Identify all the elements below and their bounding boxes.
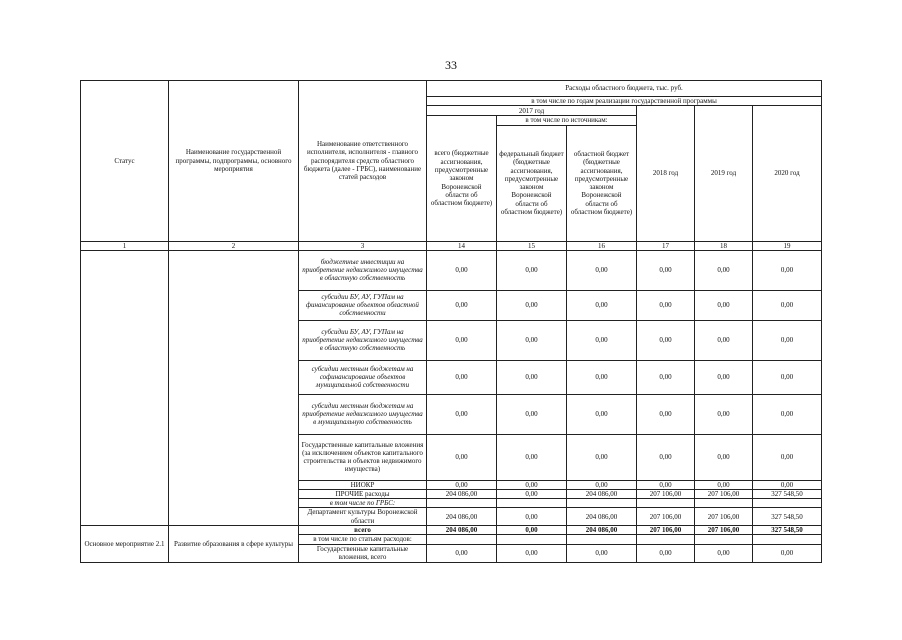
header-year-2017: 2017 год: [427, 106, 637, 116]
value-cell: 0,00: [497, 394, 567, 434]
value-cell: 0,00: [637, 434, 695, 480]
main-event-total-row: [81, 526, 822, 535]
row-label: Департамент культуры Воронежской области: [299, 508, 427, 526]
value-cell: 204 086,00: [427, 489, 497, 498]
column-number: 3: [299, 241, 427, 250]
value-cell: 0,00: [753, 320, 822, 360]
header-status: Статус: [81, 81, 169, 242]
value-cell: 0,00: [637, 290, 695, 320]
value-cell: 0,00: [695, 250, 753, 290]
value-cell: 0,00: [497, 480, 567, 489]
value-cell: 204 086,00: [567, 508, 637, 526]
value-cell: 327 548,50: [753, 508, 822, 526]
value-cell: 0,00: [695, 360, 753, 394]
value-cell: 0,00: [497, 360, 567, 394]
header-federal-col: федеральный бюджет (бюджетные ассигнования, предусмотренные законом Воронежской области об областном бюджете): [497, 125, 567, 241]
page-number: 33: [445, 58, 457, 72]
value-cell: 0,00: [567, 480, 637, 489]
header-regional-col: областной бюджет (бюджетные ассигнования, предусмотренные законом Воронежской области об областном бюджете): [567, 125, 637, 241]
table-row: [81, 250, 822, 290]
value-cell: 207 106,00: [695, 526, 753, 535]
value-cell: 0,00: [497, 320, 567, 360]
column-number: 16: [567, 241, 637, 250]
value-cell: 0,00: [497, 250, 567, 290]
by-articles-label: в том числе по статьям расходов:: [299, 535, 427, 544]
value-cell: 0,00: [695, 394, 753, 434]
value-cell: 204 086,00: [567, 489, 637, 498]
header-by-years: в том числе по годам реализации государственной программы: [427, 97, 822, 106]
value-cell: 0,00: [567, 360, 637, 394]
column-number: 18: [695, 241, 753, 250]
value-cell: 0,00: [497, 290, 567, 320]
row-label: субсидии местным бюджетам на приобретение недвижимого имущества в муниципальную собственность: [299, 394, 427, 434]
header-year-2020: 2020 год: [753, 106, 822, 241]
program-cell-empty: [169, 250, 299, 525]
value-cell: 0,00: [427, 360, 497, 394]
header-executor: Наименование ответственного исполнителя, исполнителя - главного распорядителя средств областного бюджета (далее - ГРБС), наименование статей расходов: [299, 81, 427, 242]
column-number: 19: [753, 241, 822, 250]
value-cell: 327 548,50: [753, 526, 822, 535]
row-label: бюджетные инвестиции на приобретение недвижимого имущества в областную собственность: [299, 250, 427, 290]
value-cell: 0,00: [753, 544, 822, 562]
value-cell: 207 106,00: [637, 489, 695, 498]
value-cell: 0,00: [753, 250, 822, 290]
value-cell: 0,00: [567, 544, 637, 562]
value-cell: 0,00: [753, 434, 822, 480]
value-cell-empty: [637, 535, 695, 544]
row-label: Государственные капитальные вложения (за исключением объектов капитального строительства и объектов недвижимого имущества): [299, 434, 427, 480]
budget-table: [80, 80, 822, 563]
value-cell: 0,00: [753, 394, 822, 434]
value-cell: 0,00: [637, 250, 695, 290]
header-program-name: Наименование государственной программы, подпрограммы, основного мероприятия: [169, 81, 299, 242]
value-cell: 0,00: [695, 320, 753, 360]
value-cell: 0,00: [637, 394, 695, 434]
row-label: субсидии БУ, АУ, ГУПам на приобретение недвижимого имущества в областную собственность: [299, 320, 427, 360]
status-cell-empty: [81, 250, 169, 525]
value-cell: 0,00: [427, 434, 497, 480]
value-cell: 0,00: [427, 320, 497, 360]
value-cell: 0,00: [427, 394, 497, 434]
column-number: 17: [637, 241, 695, 250]
value-cell: 0,00: [497, 526, 567, 535]
value-cell-empty: [427, 535, 497, 544]
value-cell: 0,00: [567, 290, 637, 320]
value-cell: 327 548,50: [753, 489, 822, 498]
row-label: ПРОЧИЕ расходы: [299, 489, 427, 498]
value-cell-empty: [753, 535, 822, 544]
row-label: НИОКР: [299, 480, 427, 489]
value-cell: 0,00: [567, 394, 637, 434]
value-cell: 0,00: [567, 320, 637, 360]
value-cell: 0,00: [753, 360, 822, 394]
value-cell: 0,00: [427, 544, 497, 562]
value-cell: 0,00: [427, 480, 497, 489]
value-cell-empty: [567, 535, 637, 544]
header-year-2018: 2018 год: [637, 106, 695, 241]
value-cell-empty: [695, 535, 753, 544]
column-number: 14: [427, 241, 497, 250]
value-cell: 0,00: [753, 290, 822, 320]
main-event-total-label: всего: [299, 526, 427, 535]
value-cell: 204 086,00: [427, 508, 497, 526]
value-cell: 207 106,00: [695, 508, 753, 526]
value-cell: 0,00: [637, 360, 695, 394]
value-cell: [695, 499, 753, 508]
value-cell: 0,00: [497, 489, 567, 498]
value-cell: [637, 499, 695, 508]
capital-label: Государственные капитальные вложения, всего: [299, 544, 427, 562]
value-cell-empty: [497, 535, 567, 544]
value-cell: 0,00: [695, 434, 753, 480]
value-cell: 207 106,00: [637, 526, 695, 535]
value-cell: 0,00: [427, 290, 497, 320]
value-cell: 204 086,00: [567, 526, 637, 535]
value-cell: [753, 499, 822, 508]
value-cell: 0,00: [753, 480, 822, 489]
value-cell: 0,00: [497, 544, 567, 562]
value-cell: 0,00: [695, 544, 753, 562]
header-expenses-title: Расходы областного бюджета, тыс. руб.: [427, 81, 822, 97]
value-cell: 0,00: [567, 250, 637, 290]
header-total-col: всего (бюджетные ассигнования, предусмотренные законом Воронежской области об областном бюджете): [427, 116, 497, 241]
value-cell: 0,00: [637, 480, 695, 489]
value-cell: [497, 499, 567, 508]
row-label: субсидии местным бюджетам на софинансирование объектов муниципальной собственности: [299, 360, 427, 394]
column-number: 15: [497, 241, 567, 250]
main-event-name: Развитие образования в сфере культуры: [169, 526, 299, 563]
header-by-sources: в том числе по источникам:: [497, 116, 637, 125]
row-label: субсидии БУ, АУ, ГУПам на финансирование объектов областной собственности: [299, 290, 427, 320]
value-cell: 0,00: [497, 434, 567, 480]
value-cell: 0,00: [497, 508, 567, 526]
value-cell: 207 106,00: [637, 508, 695, 526]
row-label: в том числе по ГРБС:: [299, 499, 427, 508]
value-cell: [567, 499, 637, 508]
column-number-row: [81, 241, 822, 250]
value-cell: 0,00: [567, 434, 637, 480]
value-cell: [427, 499, 497, 508]
value-cell: 0,00: [637, 544, 695, 562]
header-year-2019: 2019 год: [695, 106, 753, 241]
value-cell: 0,00: [695, 480, 753, 489]
value-cell: 207 106,00: [695, 489, 753, 498]
main-event-status: Основное мероприятие 2.1: [81, 526, 169, 563]
column-number: 1: [81, 241, 169, 250]
column-number: 2: [169, 241, 299, 250]
value-cell: 204 086,00: [427, 526, 497, 535]
value-cell: 0,00: [427, 250, 497, 290]
value-cell: 0,00: [695, 290, 753, 320]
value-cell: 0,00: [637, 320, 695, 360]
